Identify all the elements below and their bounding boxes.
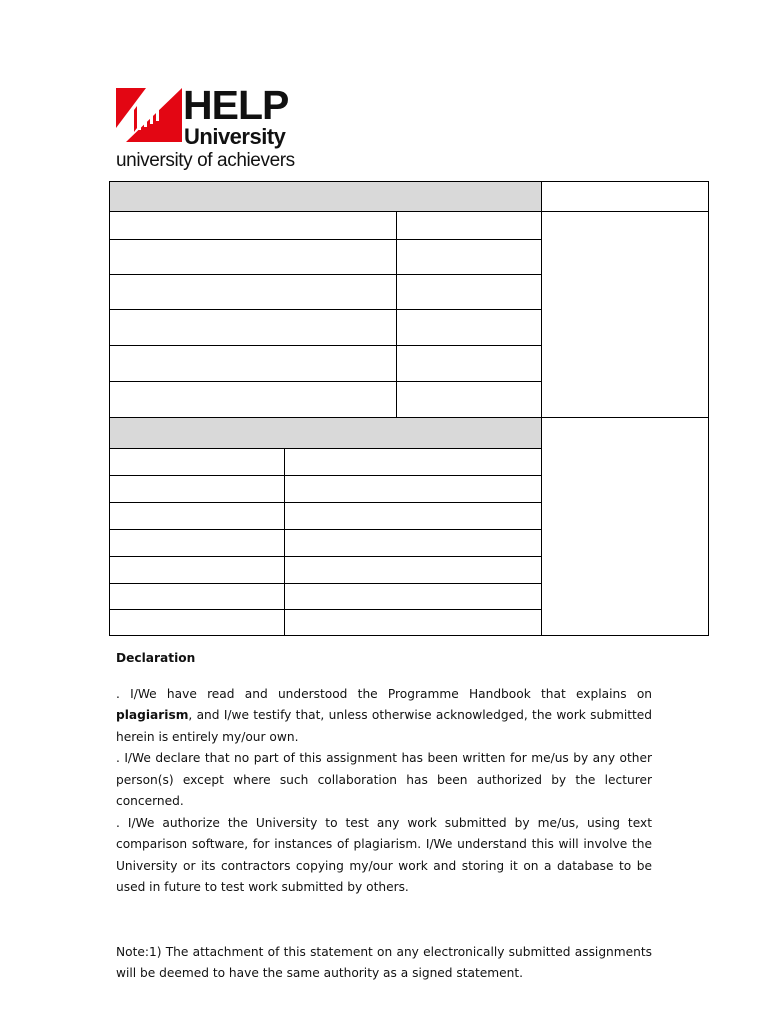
student-id-cell [109,609,285,636]
declaration-paragraph-1 [116,684,652,749]
detail-value-cell [396,239,542,275]
student-id-cell [109,448,285,476]
student-id-cell [109,475,285,503]
detail-label-cell [109,239,397,275]
detail-value-cell [396,345,542,382]
student-id-cell [109,529,285,557]
student-name-cell [284,502,542,530]
student-name-cell [284,556,542,584]
detail-value-cell [396,211,542,240]
declaration-title: Declaration [116,651,196,665]
student-name-cell [284,609,542,636]
detail-label-cell [109,381,397,418]
detail-label-cell [109,274,397,310]
marks-box [541,211,709,418]
student-id-cell [109,556,285,584]
logo-tagline: university of achievers [116,150,295,171]
detail-label-cell [109,309,397,346]
detail-label-cell [109,211,397,240]
student-header-cell [109,417,542,449]
logo-university-text: University [184,124,286,149]
declaration-section [116,648,652,985]
plagiarism-keyword: plagiarism [116,708,189,722]
declaration-paragraph-3: . I/We authorize the University to test any work submitted by me/us, using text comparison software, for instances of plagiarism. I/We understand this will involve the University or its contractors copying my/our work and storing it on a database to be used in future to test work submitted by others. [116,815,652,894]
student-name-cell [284,448,542,476]
student-name-cell [284,583,542,610]
student-name-cell [284,529,542,557]
module-header-cell [109,181,542,212]
detail-value-cell [396,381,542,418]
student-id-cell [109,502,285,530]
logo-brand-text: HELP [183,82,289,128]
signature-box [541,417,709,636]
declaration-p1-after: , and I/we testify that, unless otherwise acknowledged, the work submitted herein is entirely my/our own. [116,708,652,744]
declaration-note: Note:1) The attachment of this statement on any electronically submitted assignments will be deemed to have the same authority as a signed statement. [116,944,652,980]
detail-value-cell [396,274,542,310]
declaration-paragraph-2: . I/We declare that no part of this assignment has been written for me/us by any other person(s) except where such collaboration has been authorized by the lecturer concerned. [116,751,652,808]
detail-value-cell [396,309,542,346]
student-id-cell [109,583,285,610]
declaration-p1-before: . I/We have read and understood the Programme Handbook that explains on [116,686,652,701]
student-name-cell [284,475,542,503]
top-right-cell [541,181,709,212]
detail-label-cell [109,345,397,382]
